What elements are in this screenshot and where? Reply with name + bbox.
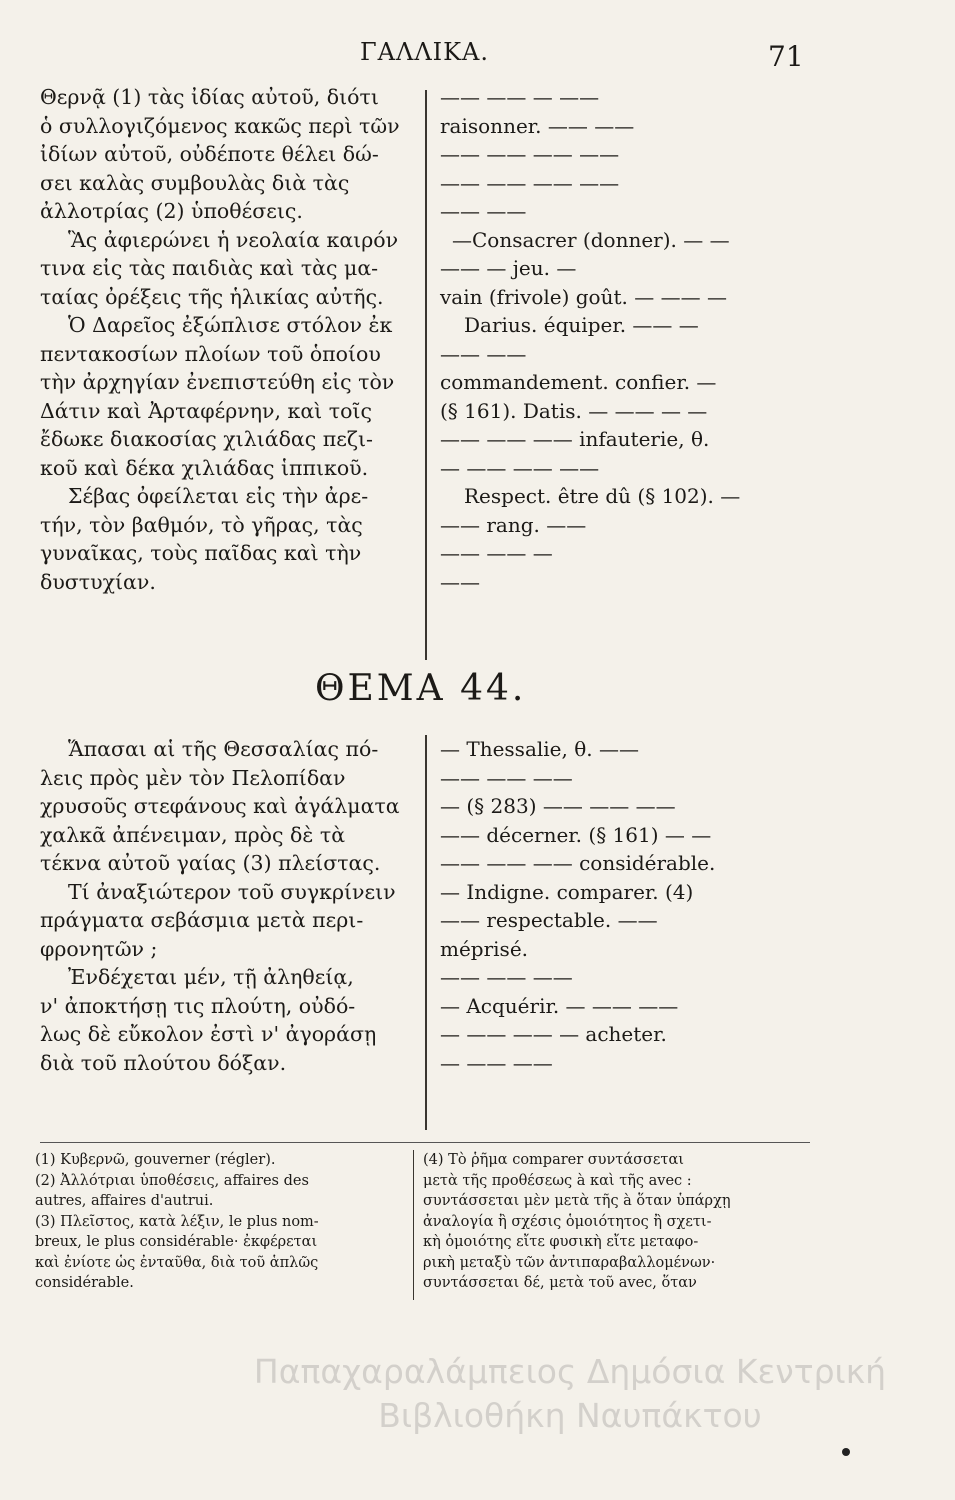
section1-greek-column <box>40 83 410 596</box>
ink-dot <box>842 1448 850 1456</box>
greek-line: σει καλὰς συμβουλὰς διὰ τὰς <box>40 170 350 195</box>
french-line: —— décerner. (§ 161) — — <box>440 822 712 847</box>
greek-line: διὰ τοῦ πλούτου δόξαν. <box>40 1050 287 1075</box>
french-line: —Consacrer (donner). — — <box>452 227 730 252</box>
greek-line: ν' ἀποκτήσῃ τις πλούτη, οὐδό- <box>40 993 356 1018</box>
watermark-line: Παπαχαραλάμπειος Δημόσια Κεντρική <box>253 1352 887 1391</box>
footnote-line: συντάσσεται μὲν μετὰ τῆς à ὅταν ὑπάρχῃ <box>423 1193 731 1209</box>
footnote-line: ρικὴ μεταξὺ τῶν ἀντιπαραβαλλομένων· <box>423 1254 716 1271</box>
running-head: ΓΑΛΛΙΚΑ. <box>360 38 490 66</box>
column-divider <box>425 735 427 1130</box>
french-line: raisonner. —— —— <box>440 113 635 138</box>
french-line: —— —— —— <box>440 765 573 790</box>
footnote-line: ἀναλογία ἢ σχέσις ὁμοιότητος ἢ σχετι- <box>423 1213 712 1230</box>
page-number: 71 <box>768 40 804 73</box>
greek-line: ἔδωκε διακοσίας χιλιάδας πεζι- <box>40 427 373 451</box>
greek-line: Τί ἀναξιώτερον τοῦ συγκρίνειν <box>68 879 396 904</box>
watermark-line: Βιβλιοθήκη Ναυπάκτου <box>378 1396 762 1435</box>
french-line: Darius. équiper. —— — <box>464 313 699 337</box>
french-line: méprisé. <box>440 936 529 961</box>
greek-line: Ἐνδέχεται μέν, τῇ ἀληθείᾳ, <box>68 965 354 989</box>
greek-line: Σέβας ὀφείλεται εἰς τὴν ἀρε- <box>68 484 369 508</box>
greek-line: ἀλλοτρίας (2) ὑποθέσεις. <box>40 199 303 223</box>
greek-line: ταίας ὀρέξεις τῆς ἡλικίας αὐτῆς. <box>40 284 384 309</box>
french-line: —— —— —— infauterie, θ. <box>440 427 710 451</box>
greek-line: Θερνᾷ (1) τὰς ἰδίας αὐτοῦ, διότι <box>40 85 379 109</box>
greek-line: λως δὲ εὔκολον ἐστὶ ν' ἀγοράσῃ <box>40 1022 377 1046</box>
greek-line: ἰδίων αὐτοῦ, οὐδέποτε θέλει δώ- <box>40 142 379 166</box>
footnote-line: (4) Τὸ ῥῆμα comparer συντάσσεται <box>423 1152 684 1168</box>
french-line: — —— —— —— <box>440 455 600 480</box>
greek-line: χαλκᾶ ἀπένειμαν, πρὸς δὲ τὰ <box>40 822 346 847</box>
footnote-rule <box>40 1142 810 1143</box>
footnote-line: considérable. <box>35 1275 134 1291</box>
footnote-line: κὴ ὁμοιότης εἴτε φυσικὴ εἴτε μεταφο- <box>423 1234 699 1250</box>
footnote-line: μετὰ τῆς προθέσεως à καὶ τῆς avec : <box>423 1172 692 1189</box>
footnote-line: (1) Κυβερνῶ, gouverner (régler). <box>35 1152 276 1168</box>
french-line: (§ 161). Datis. — —— — — <box>440 398 708 423</box>
greek-line: τὴν ἀρχηγίαν ἐνεπιστεύθη εἰς τὸν <box>40 370 395 394</box>
footnote-line: συντάσσεται δέ, μετὰ τοῦ avec, ὅταν <box>423 1275 697 1291</box>
greek-line: Ὁ Δαρεῖος ἐξώπλισε στόλον ἐκ <box>68 313 393 337</box>
greek-line: ὁ συλλογιζόμενος κακῶς περὶ τῶν <box>40 113 400 138</box>
footnote-divider <box>413 1150 414 1300</box>
greek-line: τινα εἰς τὰς παιδιὰς καὶ τὰς μα- <box>40 256 379 280</box>
greek-line: πεντακοσίων πλοίων τοῦ ὁποίου <box>40 341 381 366</box>
french-line: vain (frivole) goût. — —— — <box>440 284 727 309</box>
french-line: — Thessalie, θ. —— <box>440 737 639 761</box>
greek-line: φρονητῶν ; <box>40 936 158 961</box>
french-line: —— —— —— —— <box>440 170 620 195</box>
french-line: — —— —— <box>440 1050 553 1075</box>
footnote-line: autres, affaires d'autrui. <box>35 1193 214 1209</box>
greek-line: τέκνα αὐτοῦ γαίας (3) πλείστας. <box>40 851 381 875</box>
footnote-line: καὶ ἐνίοτε ὡς ἐνταῦθα, διὰ τοῦ ἁπλῶς <box>35 1254 319 1271</box>
french-line: commandement. confier. — <box>440 370 717 394</box>
french-line: —— — jeu. — <box>440 256 577 280</box>
section2-greek-column <box>40 735 410 1077</box>
french-line: — —— —— — acheter. <box>440 1022 667 1046</box>
greek-line: Δάτιν καὶ Ἀρταφέρνην, καὶ τοῖς <box>40 398 372 423</box>
greek-line: δυστυχίαν. <box>40 569 156 594</box>
french-line: — Acquérir. — —— —— <box>440 993 679 1018</box>
french-line: —— —— —— —— <box>440 142 620 166</box>
french-line: —— —— <box>440 199 527 223</box>
french-line: — Indigne. comparer. (4) <box>440 879 694 904</box>
footnote-line: (3) Πλεῖστος, κατὰ λέξιν, le plus nom- <box>35 1213 319 1230</box>
french-line: — (§ 283) —— —— —— <box>440 794 676 818</box>
french-line: Respect. être dû (§ 102). — <box>464 484 741 508</box>
footnotes-left <box>35 1150 405 1294</box>
footnotes-right <box>423 1150 818 1294</box>
section1-french-column <box>440 83 810 596</box>
french-line: —— —— —— considérable. <box>440 851 716 875</box>
greek-line: κοῦ καὶ δέκα χιλιάδας ἱππικοῦ. <box>40 455 369 480</box>
section2-french-column <box>440 735 810 1077</box>
french-line: —— —— <box>440 341 527 366</box>
greek-line: γυναῖκας, τοὺς παῖδας καὶ τὴν <box>40 541 362 565</box>
french-line: —— —— — —— <box>440 85 600 109</box>
greek-line: πράγματα σεβάσμια μετὰ περι- <box>40 908 364 932</box>
footnote-line: (2) Ἀλλότριαι ὑποθέσεις, affaires des <box>35 1172 309 1189</box>
greek-line: Ἅπασαι αἱ τῆς Θεσσαλίας πό- <box>68 737 379 761</box>
column-divider <box>425 90 427 660</box>
section-heading: ΘΕΜΑ 44. <box>315 668 527 709</box>
library-watermark <box>200 1350 940 1438</box>
footnote-line: breux, le plus considérable· ἐκφέρεται <box>35 1234 318 1250</box>
french-line: —— <box>440 569 480 594</box>
greek-line: τήν, τὸν βαθμόν, τὸ γῆρας, τὰς <box>40 512 363 537</box>
greek-line: χρυσοῦς στεφάνους καὶ ἀγάλματα <box>40 794 400 818</box>
french-line: —— rang. —— <box>440 512 587 537</box>
french-line: —— —— —— <box>440 965 573 989</box>
french-line: —— respectable. —— <box>440 908 658 932</box>
french-line: —— —— — <box>440 541 553 565</box>
greek-line: Ἃς ἀφιερώνει ἡ νεολαία καιρόν <box>68 227 399 252</box>
greek-line: λεις πρὸς μὲν τὸν Πελοπίδαν <box>40 765 346 790</box>
